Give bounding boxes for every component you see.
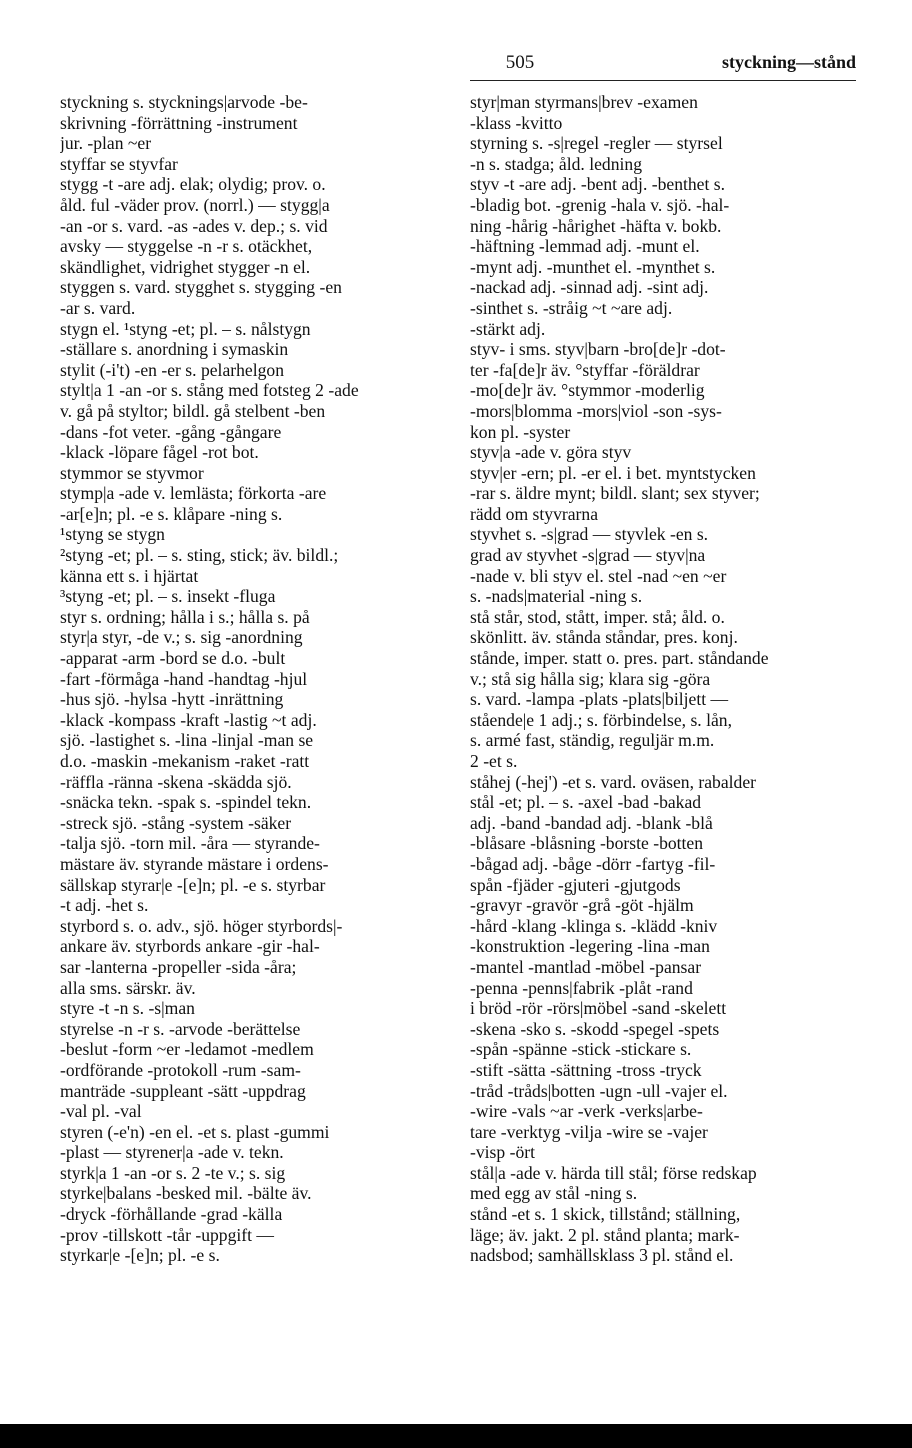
dictionary-line: styckning s. stycknings|arvode -be- (60, 92, 308, 112)
dictionary-line: -t adj. -het s. (60, 895, 149, 916)
dictionary-line: -dans -fot veter. -gång -gångare (60, 421, 282, 442)
dictionary-line: i bröd -rör -rörs|möbel -sand -skelett (470, 998, 727, 1019)
dictionary-line: styv -t -are adj. -bent adj. -benthet s. (470, 174, 726, 195)
dictionary-line: -apparat -arm -bord se d.o. -bult (60, 648, 286, 669)
scan-bottom-edge (0, 1424, 912, 1448)
dictionary-line: -streck sjö. -stång -system -säker (60, 812, 292, 833)
dictionary-line: -wire -vals ~ar -verk -verks|arbe- (470, 1101, 703, 1122)
dictionary-line: -hus sjö. -hylsa -hytt -inrättning (60, 689, 284, 710)
dictionary-line: styrk|a 1 -an -or s. 2 -te v.; s. sig (60, 1162, 286, 1183)
dictionary-line: -mynt adj. -munthet el. -mynthet s. (470, 256, 716, 277)
dictionary-line: styrning s. -s|regel -regler — styrsel (470, 133, 723, 154)
dictionary-line: ¹styng se stygn (60, 524, 165, 545)
dictionary-line: grad av styvhet -s|grad — styv|na (470, 545, 706, 566)
dictionary-line: styvhet s. -s|grad — styvlek -en s. (470, 524, 709, 545)
dictionary-line: s. -nads|material -ning s. (470, 586, 643, 607)
dictionary-line: -bladig bot. -grenig -hala v. sjö. -hal- (470, 194, 730, 215)
dictionary-line: -n s. stadga; åld. ledning (470, 153, 642, 174)
dictionary-line: v.; stå sig hålla sig; klara sig -göra (470, 668, 711, 689)
dictionary-line: -dryck -förhållande -grad -källa (60, 1204, 283, 1225)
dictionary-line: nadsbod; samhällsklass 3 pl. stånd el. (470, 1245, 734, 1266)
dictionary-line: -fart -förmåga -hand -handtag -hjul (60, 668, 308, 689)
dictionary-line: åld. ful -väder prov. (norrl.) — stygg|a (60, 194, 330, 215)
dictionary-line: stylit (-i't) -en -er s. pelarhelgon (60, 359, 284, 380)
dictionary-line: styr|a styr, -de v.; s. sig -anordning (60, 627, 303, 648)
dictionary-line: -mors|blomma -mors|viol -son -sys- (470, 400, 722, 421)
dictionary-line: -klack -löpare fågel -rot bot. (60, 442, 259, 463)
dictionary-line: -sinthet s. -stråig ~t ~are adj. (470, 297, 673, 318)
dictionary-line: -nackad adj. -sinnad adj. -sint adj. (470, 277, 709, 298)
dictionary-line: -mantel -mantlad -möbel -pansar (470, 956, 702, 977)
dictionary-line: sar -lanterna -propeller -sida -åra; (60, 956, 297, 977)
dictionary-line: styr s. ordning; hålla i s.; hålla s. på (60, 606, 310, 627)
dictionary-line: -an -or s. vard. -as -ades v. dep.; s. vid (60, 215, 328, 236)
dictionary-line: styrke|balans -besked mil. -bälte äv. (60, 1183, 312, 1204)
dictionary-line: -ordförande -protokoll -rum -sam- (60, 1059, 301, 1080)
dictionary-line: styv- i sms. styv|barn -bro[de]r -dot- (470, 339, 726, 360)
dictionary-line: spån -fjäder -gjuteri -gjutgods (470, 874, 681, 895)
dictionary-line: -snäcka tekn. -spak s. -spindel tekn. (60, 792, 312, 813)
dictionary-line: -beslut -form ~er -ledamot -medlem (60, 1039, 314, 1060)
dictionary-line: -klass -kvitto (470, 112, 563, 133)
dictionary-line: läge; äv. jakt. 2 pl. stånd planta; mark- (470, 1224, 740, 1245)
dictionary-line: s. armé fast, ständig, reguljär m.m. (470, 730, 715, 751)
dictionary-line: ²styng -et; pl. – s. sting, stick; äv. bildl.; (60, 545, 339, 566)
dictionary-line: ter -fa[de]r äv. °styffar -föräldrar (470, 359, 700, 380)
dictionary-line: med egg av stål -ning s. (470, 1183, 638, 1204)
dictionary-line: avsky — styggelse -n -r s. otäckhet, (60, 236, 313, 257)
dictionary-line: kon pl. -syster (470, 421, 571, 442)
dictionary-line: -stärkt adj. (470, 318, 546, 339)
dictionary-line: jur. -plan ~er (60, 133, 152, 154)
dictionary-line: sjö. -lastighet s. -lina -linjal -man se (60, 730, 314, 751)
dictionary-line: stånd -et s. 1 skick, tillstånd; ställning, (470, 1204, 741, 1225)
dictionary-line: styre -t -n s. -s|man (60, 998, 195, 1019)
dictionary-line: känna ett s. i hjärtat (60, 565, 199, 586)
dictionary-line: 2 -et s. (470, 751, 518, 771)
dictionary-line: stygg -t -are adj. elak; olydig; prov. o. (60, 174, 326, 195)
dictionary-line: -rar s. äldre mynt; bildl. slant; sex styver; (470, 483, 760, 504)
dictionary-line: -konstruktion -legering -lina -man (470, 936, 710, 957)
dictionary-line: v. gå på styltor; bildl. gå stelbent -ben (60, 400, 326, 421)
dictionary-line: styv|a -ade v. göra styv (470, 442, 632, 463)
dictionary-line: -ar[e]n; pl. -e s. klåpare -ning s. (60, 503, 283, 524)
left-column (60, 92, 440, 1266)
dictionary-line: skändlighet, vidrighet stygger -n el. (60, 256, 311, 277)
dictionary-line: styffar se styvfar (60, 153, 178, 174)
dictionary-line: -häftning -lemmad adj. -munt el. (470, 236, 700, 257)
dictionary-line: s. vard. -lampa -plats -plats|biljett — (470, 689, 729, 710)
dictionary-line: -gravyr -gravör -grå -göt -hjälm (470, 895, 694, 916)
dictionary-line: ³styng -et; pl. – s. insekt -fluga (60, 586, 276, 607)
dictionary-line: ståhej (-hej') -et s. vard. oväsen, rabalder (470, 771, 757, 792)
dictionary-line: -stift -sätta -sättning -tross -tryck (470, 1059, 702, 1080)
dictionary-line: skönlitt. äv. stånda ståndar, pres. konj. (470, 627, 738, 648)
dictionary-line: styrkar|e -[e]n; pl. -e s. (60, 1245, 220, 1266)
dictionary-line: d.o. -maskin -mekanism -raket -ratt (60, 751, 310, 771)
page-header (60, 52, 856, 78)
dictionary-line: styrbord s. o. adv., sjö. höger styrbords|- (60, 915, 343, 936)
dictionary-line: adj. -band -bandad adj. -blank -blå (470, 812, 713, 833)
dictionary-line: tare -verktyg -vilja -wire se -vajer (470, 1121, 708, 1142)
dictionary-line: styren (-e'n) -en el. -et s. plast -gummi (60, 1121, 330, 1142)
dictionary-line: stånde, imper. statt o. pres. part. ståndande (470, 648, 769, 669)
page-number: 505 (505, 52, 535, 73)
header-rule (470, 80, 856, 81)
dictionary-line: -visp -ört (470, 1142, 535, 1163)
dictionary-line: sällskap styrar|e -[e]n; pl. -e s. styrbar (60, 874, 326, 895)
dictionary-line: -plast — styrener|a -ade v. tekn. (60, 1142, 284, 1163)
dictionary-line: alla sms. särskr. äv. (60, 977, 196, 998)
dictionary-line: -ar s. vard. (60, 297, 136, 318)
dictionary-line: -ställare s. anordning i symaskin (60, 339, 289, 360)
dictionary-line: -tråd -tråds|botten -ugn -ull -vajer el. (470, 1080, 728, 1101)
right-column (470, 92, 854, 1266)
dictionary-line: -hård -klang -klinga s. -klädd -kniv (470, 915, 718, 936)
dictionary-line: ankare äv. styrbords ankare -gir -hal- (60, 936, 320, 957)
dictionary-line: -prov -tillskott -tår -uppgift — (60, 1224, 275, 1245)
dictionary-line: -val pl. -val (60, 1101, 142, 1122)
dictionary-line: stygn el. ¹styng -et; pl. – s. nålstygn (60, 318, 311, 339)
dictionary-line: -talja sjö. -torn mil. -åra — styrande- (60, 833, 320, 854)
dictionary-line: stylt|a 1 -an -or s. stång med fotsteg 2 -ade (60, 380, 359, 401)
dictionary-line: stå står, stod, stått, imper. stå; åld. o. (470, 606, 725, 627)
dictionary-line: stymmor se styvmor (60, 462, 204, 483)
running-head: styckning—stånd (721, 52, 856, 72)
dictionary-line: styr|man styrmans|brev -examen (470, 92, 698, 112)
dictionary-line: -nade v. bli styv el. stel -nad ~en ~er (470, 565, 727, 586)
dictionary-line: -penna -penns|fabrik -plåt -rand (470, 977, 693, 998)
dictionary-line: -räffla -ränna -skena -skädda sjö. (60, 771, 292, 792)
dictionary-line: stymp|a -ade v. lemlästa; förkorta -are (60, 483, 327, 504)
dictionary-line: -spån -spänne -stick -stickare s. (470, 1039, 692, 1060)
dictionary-line: -skena -sko s. -skodd -spegel -spets (470, 1018, 720, 1039)
dictionary-line: -bågad adj. -båge -dörr -fartyg -fil- (470, 853, 716, 874)
dictionary-line: stående|e 1 adj.; s. förbindelse, s. lån, (470, 709, 732, 730)
dictionary-line: stål -et; pl. – s. -axel -bad -bakad (470, 792, 702, 813)
dictionary-line: -mo[de]r äv. °stymmor -moderlig (470, 380, 705, 401)
dictionary-line: mästare äv. styrande mästare i ordens- (60, 853, 329, 874)
dictionary-line: -blåsare -blåsning -borste -botten (470, 833, 704, 854)
dictionary-line: manträde -suppleant -sätt -uppdrag (60, 1080, 306, 1101)
dictionary-line: styrelse -n -r s. -arvode -berättelse (60, 1018, 301, 1039)
dictionary-line: stål|a -ade v. härda till stål; förse redskap (470, 1162, 757, 1183)
dictionary-line: skrivning -förrättning -instrument (60, 112, 298, 133)
dictionary-line: ning -hårig -hårighet -häfta v. bokb. (470, 215, 722, 236)
dictionary-line: styggen s. vard. stygghet s. stygging -en (60, 277, 342, 298)
dictionary-line: -klack -kompass -kraft -lastig ~t adj. (60, 709, 317, 730)
dictionary-line: rädd om styvrarna (470, 503, 599, 524)
dictionary-line: styv|er -ern; pl. -er el. i bet. myntstycken (470, 462, 756, 483)
